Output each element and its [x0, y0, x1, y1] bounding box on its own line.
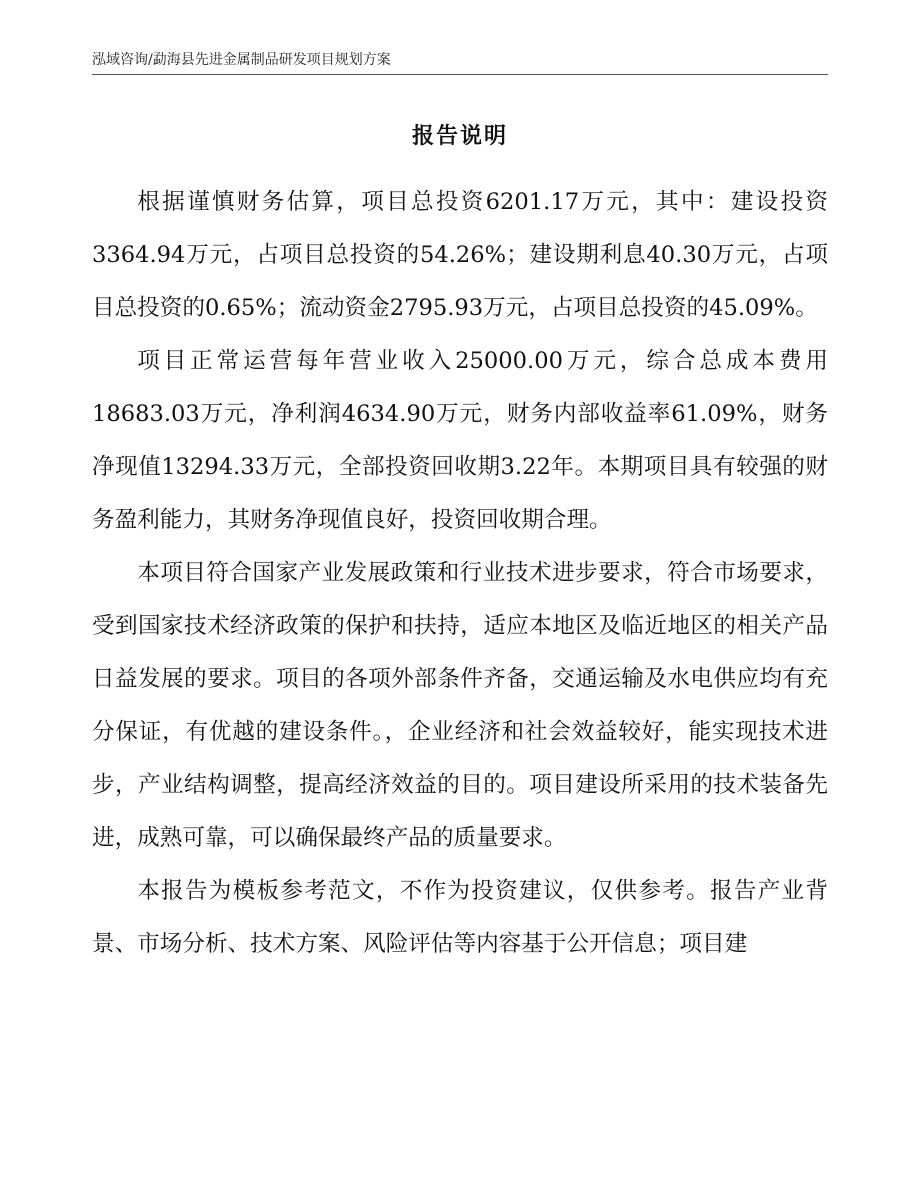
running-header: 泓域咨询/勐海县先进金属制品研发项目规划方案	[92, 52, 391, 68]
body-text	[92, 176, 828, 971]
paragraph-policy: 本项目符合国家产业发展政策和行业技术进步要求，符合市场要求，受到国家技术经济政策的保护和扶持，适应本地区及临近地区的相关产品日益发展的要求。项目的各项外部条件齐备，交通运输及水电供应均有充分保证，有优越的建设条件。，企业经济和社会效益较好，能实现技术进步，产业结构调整，提高经济效益的目的。项目建设所采用的技术装备先进，成熟可靠，可以确保最终产品的质量要求。	[92, 560, 828, 851]
paragraph-disclaimer: 本报告为模板参考范文，不作为投资建议，仅供参考。报告产业背景、市场分析、技术方案、风险评估等内容基于公开信息；项目建	[92, 878, 828, 957]
header-divider	[92, 74, 828, 75]
paragraph-financials: 项目正常运营每年营业收入25000.00万元，综合总成本费用18683.03万元，净利润4634.90万元，财务内部收益率61.09%，财务净现值13294.33万元，全部投资回收期3.22年。本期项目具有较强的财务盈利能力，其财务净现值良好，投资回收期合理。	[92, 348, 828, 533]
page-title: 报告说明	[411, 123, 508, 149]
paragraph-investment: 根据谨慎财务估算，项目总投资6201.17万元，其中：建设投资3364.94万元，占项目总投资的54.26%；建设期利息40.30万元，占项目总投资的0.65%；流动资金2795.93万元，占项目总投资的45.09%。	[92, 189, 828, 321]
